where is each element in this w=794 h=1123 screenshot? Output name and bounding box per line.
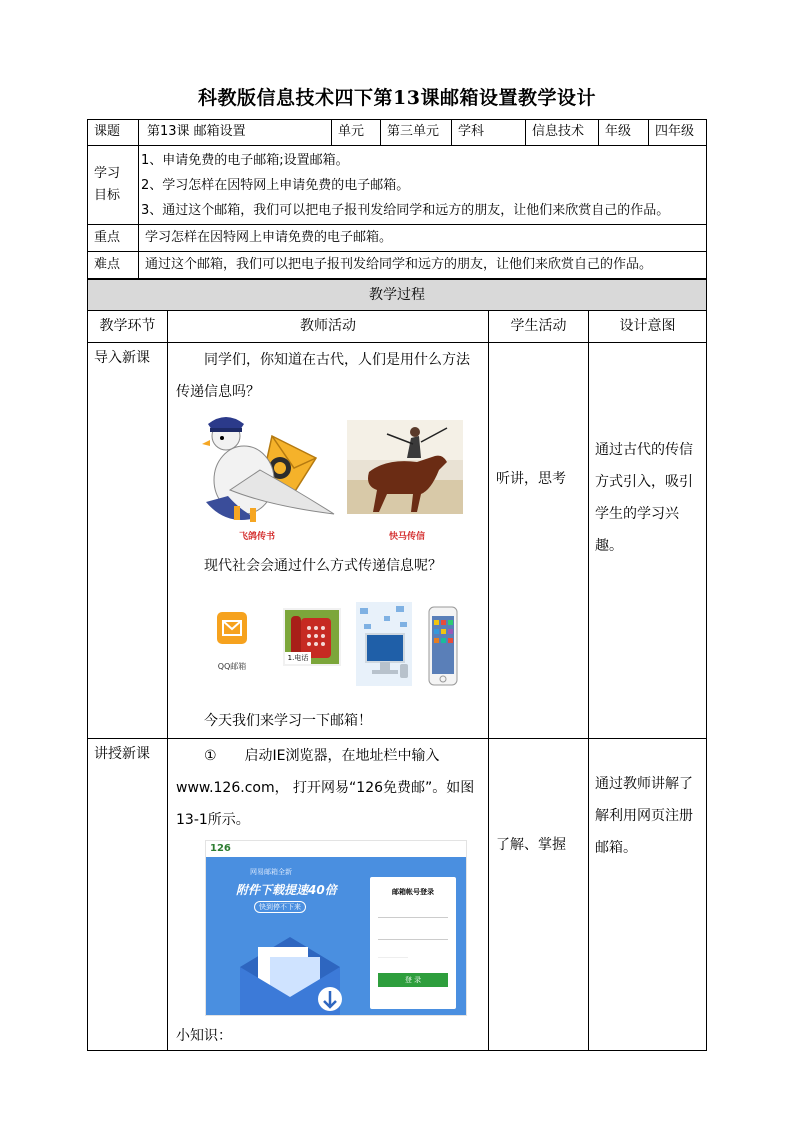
teacher-text: 现代社会会通过什么方式传递信息呢？ xyxy=(204,558,442,574)
site-banner xyxy=(206,857,466,1015)
subject-label: 学科 xyxy=(458,124,485,140)
goal-item: 3、通过这个邮箱，我们可以把电子报刊发给同学和远方的朋友，让他们来欣赏自己的作品。 xyxy=(141,203,670,218)
login-button[interactable]: 登 录 xyxy=(378,973,448,987)
teacher-text: 小知识： xyxy=(176,1028,232,1044)
process-banner: 教学过程 xyxy=(88,280,706,310)
qq-mail-icon xyxy=(217,612,247,656)
remember-checkbox[interactable] xyxy=(378,951,408,958)
image-caption: QQ邮箱 xyxy=(217,662,247,671)
image-caption: 快马传信 xyxy=(388,532,425,542)
column-header-intent: 设计意图 xyxy=(619,318,676,335)
column-header-stage: 教学环节 xyxy=(99,318,156,335)
login-title: 邮箱帐号登录 xyxy=(392,888,434,896)
computer-network-image xyxy=(356,602,412,686)
banner-text: 快到停不下来 xyxy=(254,901,306,913)
teacher-text: ① 启动IE浏览器，在地址栏中输入www.126.com， 打开网易“126免费邮”。如图13-1所示。 xyxy=(176,748,475,828)
goal-item: 2、学习怎样在因特网上申请免费的电子邮箱。 xyxy=(141,178,410,193)
design-intent: 通过教师讲解了解利用网页注册邮箱。 xyxy=(595,776,693,856)
username-input[interactable] xyxy=(378,907,448,918)
unit-value: 第三单元 xyxy=(387,124,440,140)
key-point-value: 学习怎样在因特网上申请免费的电子邮箱。 xyxy=(145,229,393,245)
smartphone-image xyxy=(428,606,458,686)
student-activity: 听讲，思考 xyxy=(496,471,566,487)
horse-rider-photo xyxy=(347,420,463,514)
image-caption: 1.电话 xyxy=(287,654,309,662)
pigeon-illustration xyxy=(200,410,338,528)
unit-label: 单元 xyxy=(338,124,365,140)
banner-text: 网易邮箱全新 xyxy=(250,868,292,876)
column-header-student: 学生活动 xyxy=(510,318,567,335)
mail-envelope-illustration xyxy=(230,917,350,1015)
subject-value: 信息技术 xyxy=(532,124,585,140)
stage-teaching: 讲授新课 xyxy=(94,746,150,762)
page-title: 科教版信息技术四下第13课邮箱设置教学设计 xyxy=(198,87,596,109)
goals-list xyxy=(141,148,707,224)
teacher-text: 今天我们来学习一下邮箱！ xyxy=(204,713,372,729)
lesson-label: 课题 xyxy=(94,124,121,140)
mail-site-screenshot xyxy=(205,840,467,1016)
grade-label: 年级 xyxy=(605,124,632,140)
student-activity: 了解、掌握 xyxy=(496,837,566,853)
teacher-text: 同学们，你知道在古代，人们是用什么方法传递信息吗？ xyxy=(176,352,470,400)
difficulty-label: 难点 xyxy=(94,257,121,273)
password-input[interactable] xyxy=(378,929,448,940)
banner-text: 附件下载提速40倍 xyxy=(236,883,337,897)
design-intent: 通过古代的传信方式引入，吸引学生的学习兴趣。 xyxy=(595,442,693,554)
site-logo: 126 xyxy=(210,843,231,854)
grade-value: 四年级 xyxy=(655,124,695,140)
column-header-teacher: 教师活动 xyxy=(300,318,356,335)
login-panel xyxy=(370,877,456,1009)
goals-label: 学习目标 xyxy=(94,166,121,203)
difficulty-value: 通过这个邮箱，我们可以把电子报刊发给同学和远方的朋友，让他们来欣赏自己的作品。 xyxy=(145,257,653,273)
stage-intro: 导入新课 xyxy=(94,350,150,366)
lesson-value: 第13课 邮箱设置 xyxy=(147,124,246,140)
key-point-label: 重点 xyxy=(94,229,121,245)
image-caption: 飞鸽传书 xyxy=(238,532,275,542)
goal-item: 1、申请免费的电子邮箱;设置邮箱。 xyxy=(141,153,349,168)
